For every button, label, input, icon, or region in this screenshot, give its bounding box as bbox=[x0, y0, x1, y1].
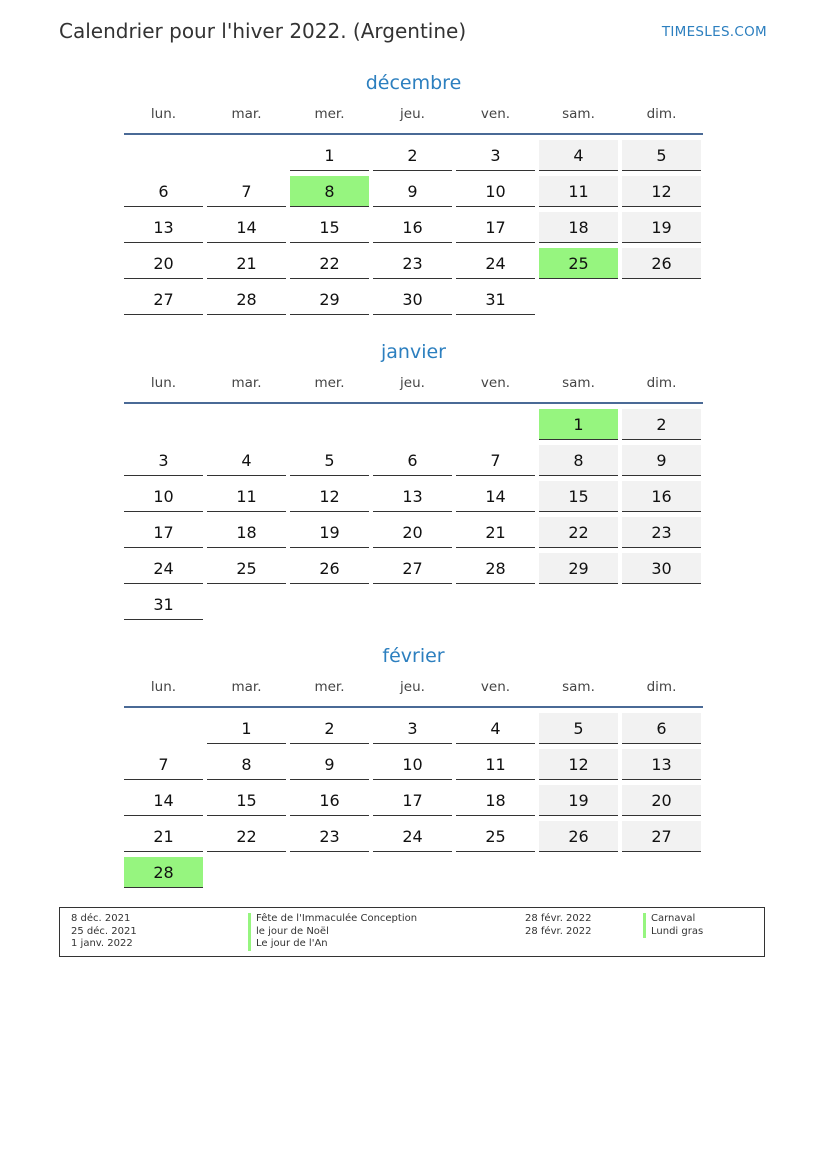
legend-date: 28 févr. 2022 bbox=[525, 913, 592, 924]
day-cell: 24 bbox=[373, 821, 452, 852]
weekday-label: mer. bbox=[314, 375, 345, 391]
day-cell: 17 bbox=[124, 517, 203, 548]
day-cell: 31 bbox=[456, 284, 535, 315]
holiday-day-cell: 28 bbox=[124, 857, 203, 888]
day-cell: 4 bbox=[539, 140, 618, 171]
weekday-label: dim. bbox=[646, 106, 677, 122]
legend-holiday-name: Le jour de l'An bbox=[248, 938, 417, 951]
legend-left-dates bbox=[71, 913, 137, 951]
weekday-label: sam. bbox=[562, 679, 595, 695]
day-cell: 12 bbox=[539, 749, 618, 780]
day-cell: 18 bbox=[456, 785, 535, 816]
day-cell: 8 bbox=[539, 445, 618, 476]
day-cell: 30 bbox=[373, 284, 452, 315]
day-cell: 3 bbox=[373, 713, 452, 744]
day-cell: 18 bbox=[207, 517, 286, 548]
weekday-label: mar. bbox=[231, 375, 262, 391]
day-cell: 20 bbox=[622, 785, 701, 816]
day-cell: 16 bbox=[290, 785, 369, 816]
month-title: février bbox=[382, 645, 445, 667]
day-cell: 29 bbox=[539, 553, 618, 584]
day-cell: 27 bbox=[124, 284, 203, 315]
day-cell: 3 bbox=[124, 445, 203, 476]
day-cell: 17 bbox=[373, 785, 452, 816]
weekday-header bbox=[124, 103, 703, 125]
day-cell: 11 bbox=[207, 481, 286, 512]
legend-left-names bbox=[248, 913, 417, 951]
holiday-day-cell: 8 bbox=[290, 176, 369, 207]
day-cell: 28 bbox=[456, 553, 535, 584]
day-cell: 14 bbox=[456, 481, 535, 512]
day-cell: 9 bbox=[373, 176, 452, 207]
holiday-day-cell: 25 bbox=[539, 248, 618, 279]
day-cell: 16 bbox=[373, 212, 452, 243]
day-cell: 19 bbox=[539, 785, 618, 816]
legend-date: 28 févr. 2022 bbox=[525, 925, 592, 937]
day-cell: 11 bbox=[456, 749, 535, 780]
day-cell: 12 bbox=[290, 481, 369, 512]
weekday-label: lun. bbox=[150, 679, 177, 695]
day-cell: 26 bbox=[622, 248, 701, 279]
day-cell: 5 bbox=[539, 713, 618, 744]
day-cell: 30 bbox=[622, 553, 701, 584]
day-cell: 21 bbox=[456, 517, 535, 548]
weekday-label: dim. bbox=[646, 375, 677, 391]
day-cell: 6 bbox=[124, 176, 203, 207]
weekday-label: ven. bbox=[480, 679, 511, 695]
header-rule bbox=[124, 706, 703, 708]
header-rule bbox=[124, 402, 703, 404]
day-cell: 26 bbox=[539, 821, 618, 852]
day-cell: 23 bbox=[622, 517, 701, 548]
day-cell: 11 bbox=[539, 176, 618, 207]
day-cell: 12 bbox=[622, 176, 701, 207]
weekday-label: mer. bbox=[314, 106, 345, 122]
day-cell: 19 bbox=[622, 212, 701, 243]
day-cell: 27 bbox=[373, 553, 452, 584]
day-cell: 6 bbox=[373, 445, 452, 476]
day-cell: 18 bbox=[539, 212, 618, 243]
day-cell: 29 bbox=[290, 284, 369, 315]
legend-right-dates bbox=[525, 913, 592, 938]
site-link[interactable]: TIMESLES.COM bbox=[661, 24, 767, 40]
day-cell: 13 bbox=[373, 481, 452, 512]
legend-holiday-name: Carnaval bbox=[643, 913, 703, 926]
legend-date: 1 janv. 2022 bbox=[71, 938, 133, 949]
month-february bbox=[124, 642, 703, 892]
day-grid bbox=[124, 139, 703, 319]
day-cell: 7 bbox=[456, 445, 535, 476]
day-cell: 15 bbox=[290, 212, 369, 243]
day-cell: 21 bbox=[124, 821, 203, 852]
day-cell: 22 bbox=[207, 821, 286, 852]
day-cell: 23 bbox=[290, 821, 369, 852]
day-cell: 2 bbox=[622, 409, 701, 440]
day-cell: 1 bbox=[207, 713, 286, 744]
month-december bbox=[124, 69, 703, 319]
month-title: janvier bbox=[381, 341, 446, 363]
day-cell: 23 bbox=[373, 248, 452, 279]
weekday-label: dim. bbox=[646, 679, 677, 695]
day-cell: 22 bbox=[539, 517, 618, 548]
weekday-label: jeu. bbox=[400, 106, 425, 122]
day-cell: 5 bbox=[290, 445, 369, 476]
weekday-label: mer. bbox=[314, 679, 345, 695]
day-cell: 2 bbox=[373, 140, 452, 171]
day-cell: 10 bbox=[373, 749, 452, 780]
legend-holiday-name: Lundi gras bbox=[643, 926, 703, 939]
day-cell: 3 bbox=[456, 140, 535, 171]
day-cell: 13 bbox=[622, 749, 701, 780]
day-cell: 20 bbox=[373, 517, 452, 548]
day-cell: 9 bbox=[290, 749, 369, 780]
day-grid bbox=[124, 408, 703, 624]
day-cell: 7 bbox=[124, 749, 203, 780]
weekday-label: sam. bbox=[562, 106, 595, 122]
weekday-label: sam. bbox=[562, 375, 595, 391]
day-cell: 2 bbox=[290, 713, 369, 744]
page-title: Calendrier pour l'hiver 2022. (Argentine) bbox=[59, 19, 467, 43]
day-cell: 15 bbox=[207, 785, 286, 816]
legend-date: 8 déc. 2021 bbox=[71, 913, 131, 924]
day-cell: 4 bbox=[456, 713, 535, 744]
day-cell: 5 bbox=[622, 140, 701, 171]
day-cell: 6 bbox=[622, 713, 701, 744]
day-cell: 1 bbox=[290, 140, 369, 171]
day-cell: 25 bbox=[207, 553, 286, 584]
legend-date: 25 déc. 2021 bbox=[71, 925, 137, 937]
weekday-label: lun. bbox=[150, 375, 177, 391]
weekday-label: ven. bbox=[480, 375, 511, 391]
day-cell: 24 bbox=[456, 248, 535, 279]
day-cell: 10 bbox=[124, 481, 203, 512]
day-cell: 7 bbox=[207, 176, 286, 207]
day-cell: 31 bbox=[124, 589, 203, 620]
day-cell: 28 bbox=[207, 284, 286, 315]
day-cell: 15 bbox=[539, 481, 618, 512]
day-cell: 21 bbox=[207, 248, 286, 279]
day-cell: 27 bbox=[622, 821, 701, 852]
day-cell: 14 bbox=[207, 212, 286, 243]
legend-right-names bbox=[643, 913, 703, 938]
legend-holiday-name: Fête de l'Immaculée Conception bbox=[248, 913, 417, 926]
day-cell: 17 bbox=[456, 212, 535, 243]
day-cell: 16 bbox=[622, 481, 701, 512]
weekday-label: lun. bbox=[150, 106, 177, 122]
day-grid bbox=[124, 712, 703, 892]
month-january bbox=[124, 338, 703, 624]
holiday-legend bbox=[59, 907, 765, 957]
day-cell: 14 bbox=[124, 785, 203, 816]
legend-holiday-name: le jour de Noël bbox=[248, 926, 417, 939]
weekday-label: jeu. bbox=[400, 679, 425, 695]
weekday-label: mar. bbox=[231, 679, 262, 695]
weekday-label: ven. bbox=[480, 106, 511, 122]
weekday-label: jeu. bbox=[400, 375, 425, 391]
day-cell: 8 bbox=[207, 749, 286, 780]
day-cell: 24 bbox=[124, 553, 203, 584]
month-title: décembre bbox=[365, 72, 462, 94]
day-cell: 26 bbox=[290, 553, 369, 584]
holiday-day-cell: 1 bbox=[539, 409, 618, 440]
day-cell: 9 bbox=[622, 445, 701, 476]
weekday-label: mar. bbox=[231, 106, 262, 122]
header-rule bbox=[124, 133, 703, 135]
day-cell: 19 bbox=[290, 517, 369, 548]
weekday-header bbox=[124, 676, 703, 698]
day-cell: 25 bbox=[456, 821, 535, 852]
day-cell: 20 bbox=[124, 248, 203, 279]
day-cell: 10 bbox=[456, 176, 535, 207]
day-cell: 22 bbox=[290, 248, 369, 279]
day-cell: 13 bbox=[124, 212, 203, 243]
day-cell: 4 bbox=[207, 445, 286, 476]
weekday-header bbox=[124, 372, 703, 394]
